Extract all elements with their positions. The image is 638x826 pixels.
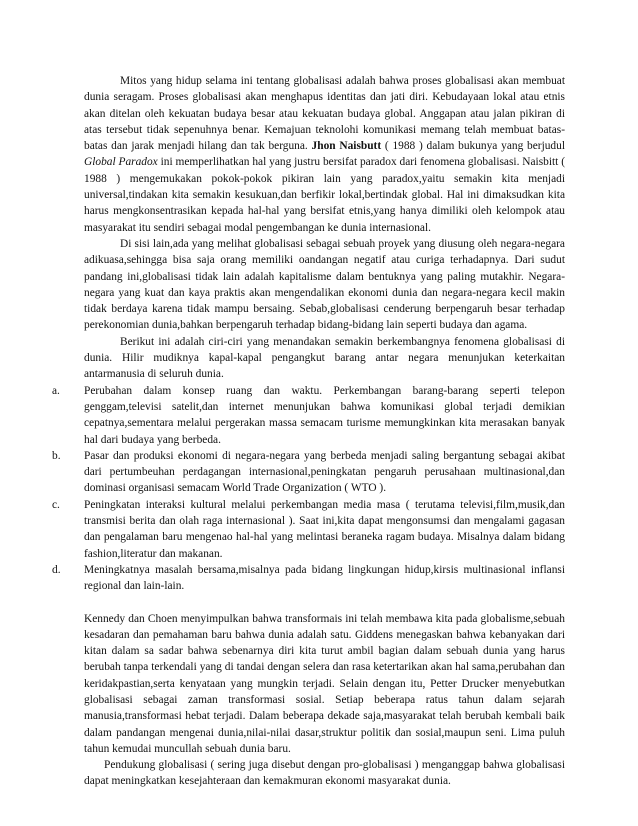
paragraph-1-part-c: ini memperlihatkan hal yang justru bersifat paradox dari fenomena globalisasi. Naisbitt ( 1988 ) mengemukakan pokok-pokok pikiran lain yang paradox,yaitu semakin kita menjadi universal,tindakan kita semakin kesukuan,dan berfikir lokal,bertindak global. Hal ini dimaksudkan kita harus mengkonsentrasikan kepada hal-hal yang bersifat etnis,yang hanya dimiliki oleh kelompok atau masyarakat itu sendiri sebagai modal pengembangan ke dunia internasional.: [84, 156, 565, 234]
list-item-text: Peningkatan interaksi kultural melalui perkembangan media masa ( terutama televisi,film,musik,dan transmisi berita dan olah raga internasional ). Saat ini,kita dapat mengonsumsi dan mengalami gagasan dan pengalaman baru mengenao hal-hal yang melintasi beraneka ragam budaya. Misalnya dalam bidang fashion,literatur dan makanan.: [84, 498, 565, 560]
paragraph-3: Berikut ini adalah ciri-ciri yang menandakan semakin berkembangnya fenomena globalisasi di dunia. Hilir mudiknya kapal-kapal pengangkut barang antar negara menunjukan keterkaitan antarmanusia di seluruh dunia.: [84, 335, 565, 381]
list-marker: c.: [52, 498, 60, 511]
list-item: [52, 383, 565, 448]
list-item-text: Perubahan dalam konsep ruang dan waktu. Perkembangan barang-barang seperti telepon genggam,televisi satelit,dan internet menunjukan bahwa komunikasi global terjadi demikian cepatnya,sementara melalui pergerakan massa semacam turisme memungkinkan kita merasakan banyak hal dari budaya yang berbeda.: [84, 384, 565, 446]
paragraph-1-part-b: ( 1988 ) dalam bukunya yang berjudul: [384, 140, 565, 153]
list-item: [52, 562, 565, 595]
list-item-text: Pasar dan produksi ekonomi di negara-negara yang berbeda menjadi saling bergantung sebagai akibat dari pertumbeuhan perdagangan internasional,peningkatan pengaruh perusahaan multinasional,dan dominasi organisasi semacam World Trade Organization ( WTO ).: [84, 449, 565, 495]
list-item-text: Meningkatnya masalah bersama,misalnya pada bidang lingkungan hidup,kirsis multinasional inflansi regional dan lain-lain.: [84, 563, 565, 593]
paragraph-gap: [84, 595, 565, 611]
paragraph-1-part-a: Mitos yang hidup selama ini tentang globalisasi adalah bahwa proses globalisasi akan membuat dunia seragam. Proses globalisasi akan menghapus identitas dan jati diri. Kebudayaan lokal atau etnis akan ditelan oleh kekuatan budaya besar atau kekuatan budaya global. Anggapan atau jalan pikiran di atas tersebut tidak sepenuhnya benar. Kemajuan teknolohi komunikasi memang telah membuat batas-batas dan jarak menjadi hilang dan tak berguna.: [84, 75, 565, 153]
list-item: [52, 448, 565, 497]
paragraph-5: Pendukung globalisasi ( sering juga disebut dengan pro-globalisasi ) menganggap bahwa globalisasi dapat meningkatkan kesejahteraan dan kemakmuran ekonomi masyarakat dunia.: [84, 759, 565, 788]
paragraph-4: Kennedy dan Choen menyimpulkan bahwa transformais ini telah membawa kita pada globalisme,sebuah kesadaran dan pemahaman baru bahwa dunia adalah satu. Giddens menegaskan bahwa kebanyakan dari kitan dalam sa sadar bahwa sebenarnya diri kita turut ambil bagian dalam sebuah dunia yang harus berubah tanpa terkendali yang di tandai dengan selera dan rasa ketertarikan akan hal sama,perubahan dan keridakpastian,serta kenyataan yang mungkin terjadi. Selain dengan itu, Petter Drucker menyebutkan globalisasi sebagai zaman transformasi sosial. Setiap beberapa ratus tahun dalam sejarah manusia,transformasi hebat terjadi. Dalam beberapa dekade saja,masyarakat telah berubah kembali baik dalam pandangan mengenai dunia,nilai-nilai dasar,struktur politik dan sosial,maupun seni. Lima puluh tahun kemudai muncullah sebuah dunia baru.: [84, 612, 565, 755]
paragraph-1: [84, 73, 565, 236]
list-item: [52, 497, 565, 562]
author-name: Jhon Naisbutt: [311, 140, 382, 153]
list-marker: a.: [52, 384, 60, 397]
document-body: [52, 73, 565, 790]
characteristics-list: [52, 383, 565, 595]
list-marker: b.: [52, 449, 61, 462]
book-title: Global Paradox: [84, 156, 158, 169]
paragraph-2: Di sisi lain,ada yang melihat globalisasi sebagai sebuah proyek yang diusung oleh negara-negara adikuasa,sehingga bisa saja orang memiliki oandangan negatif atau curiga terhadapnya. Dari sudut pandang ini,globalisasi tidak lain adalah kapitalisme dalam bentuknya yang paling mutakhir. Negara-negara yang kuat dan kaya praktis akan mengendalikan ekonomi dunia dan negara-negara kecil makin tidak berdaya karena tidak mampu bersaing. Sebab,globalisasi cenderung berpengaruh besar terhadap perekonomian dunia,bahkan berpengaruh terhadap bidang-bidang lain seperti budaya dan agama.: [84, 237, 565, 332]
list-marker: d.: [52, 563, 61, 576]
